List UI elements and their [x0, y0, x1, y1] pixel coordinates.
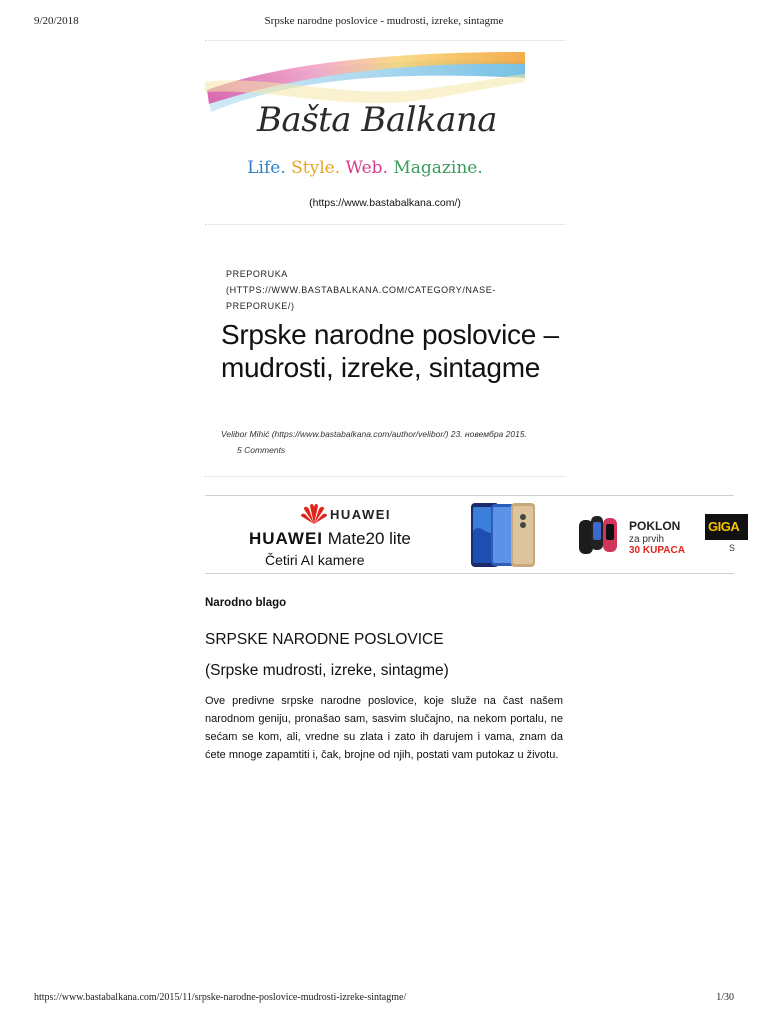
category-line: PREPORUKE/)	[226, 301, 295, 311]
site-logo[interactable]	[205, 48, 525, 188]
ad-promo-title: POKLON	[629, 519, 681, 533]
tagline-word: Style.	[291, 158, 341, 178]
ad-promo-line: za prvih	[629, 534, 665, 545]
article-subheading: (Srpske mudrosti, izreke, sintagme)	[205, 662, 449, 679]
print-date: 9/20/2018	[34, 15, 79, 27]
ad-tagline: Četiri AI kamere	[265, 552, 365, 568]
tagline-word: Life.	[247, 158, 286, 178]
print-footer	[0, 992, 768, 1006]
section-label: Narodno blago	[205, 597, 287, 609]
phones-image	[467, 501, 539, 569]
fitness-band-image	[577, 512, 625, 556]
divider	[205, 40, 565, 41]
ad-promo-highlight: 30 KUPACA	[629, 545, 685, 556]
article-heading: SRPSKE NARODNE POSLOVICE	[205, 631, 444, 648]
post-title: Srpske narodne poslovice – mudrosti, izreke, sintagme	[221, 319, 559, 383]
tagline-word: Web.	[345, 158, 388, 178]
ad-model-brand: HUAWEI	[249, 529, 323, 548]
category-line: PREPORUKA	[226, 269, 288, 279]
logo-url-link[interactable]: (https://www.bastabalkana.com/)	[309, 197, 461, 209]
print-url: https://www.bastabalkana.com/2015/11/srpske-narodne-poslovice-mudrosti-izreke-sintagme/	[34, 992, 407, 1003]
logo-tagline	[205, 158, 525, 178]
article-paragraph: Ove predivne srpske narodne poslovice, koje služe na čast našem narodnom geniju, pronašao sam, sasvim slučajno, na nekom portalu, ne sećam se kom, ali, vredne su zlata i zato ih darujem i vama, znam da ćete mnoge zapamtiti i, čak, brojne od njih, postati vam putokaz u životu.	[205, 695, 563, 761]
ad-model-name: Mate20 lite	[327, 529, 411, 548]
ad-shop-sub: S	[729, 543, 736, 553]
ad-shop-logo: GIGA	[705, 514, 748, 540]
tagline-word: Magazine.	[393, 158, 483, 178]
category-line: (HTTPS://WWW.BASTABALKANA.COM/CATEGORY/NASE-	[226, 285, 496, 295]
huawei-ad-banner[interactable]	[205, 495, 740, 574]
ad-model	[249, 529, 411, 549]
divider	[205, 224, 565, 225]
print-header	[0, 15, 768, 29]
print-page-number: 1/30	[716, 992, 734, 1003]
post-byline[interactable]: Velibor Mihić (https://www.bastabalkana.com/author/velibor/) 23. новембра 2015.	[221, 429, 527, 439]
comments-link[interactable]: 5 Comments	[237, 445, 286, 455]
logo-wordmark: Bašta Balkana	[256, 100, 498, 140]
category-link[interactable]	[226, 266, 556, 314]
divider	[205, 476, 565, 477]
huawei-flower-icon	[301, 503, 327, 525]
print-page-title: Srpske narodne poslovice - mudrosti, izreke, sintagme	[264, 15, 504, 27]
ad-brand: HUAWEI	[330, 507, 391, 522]
